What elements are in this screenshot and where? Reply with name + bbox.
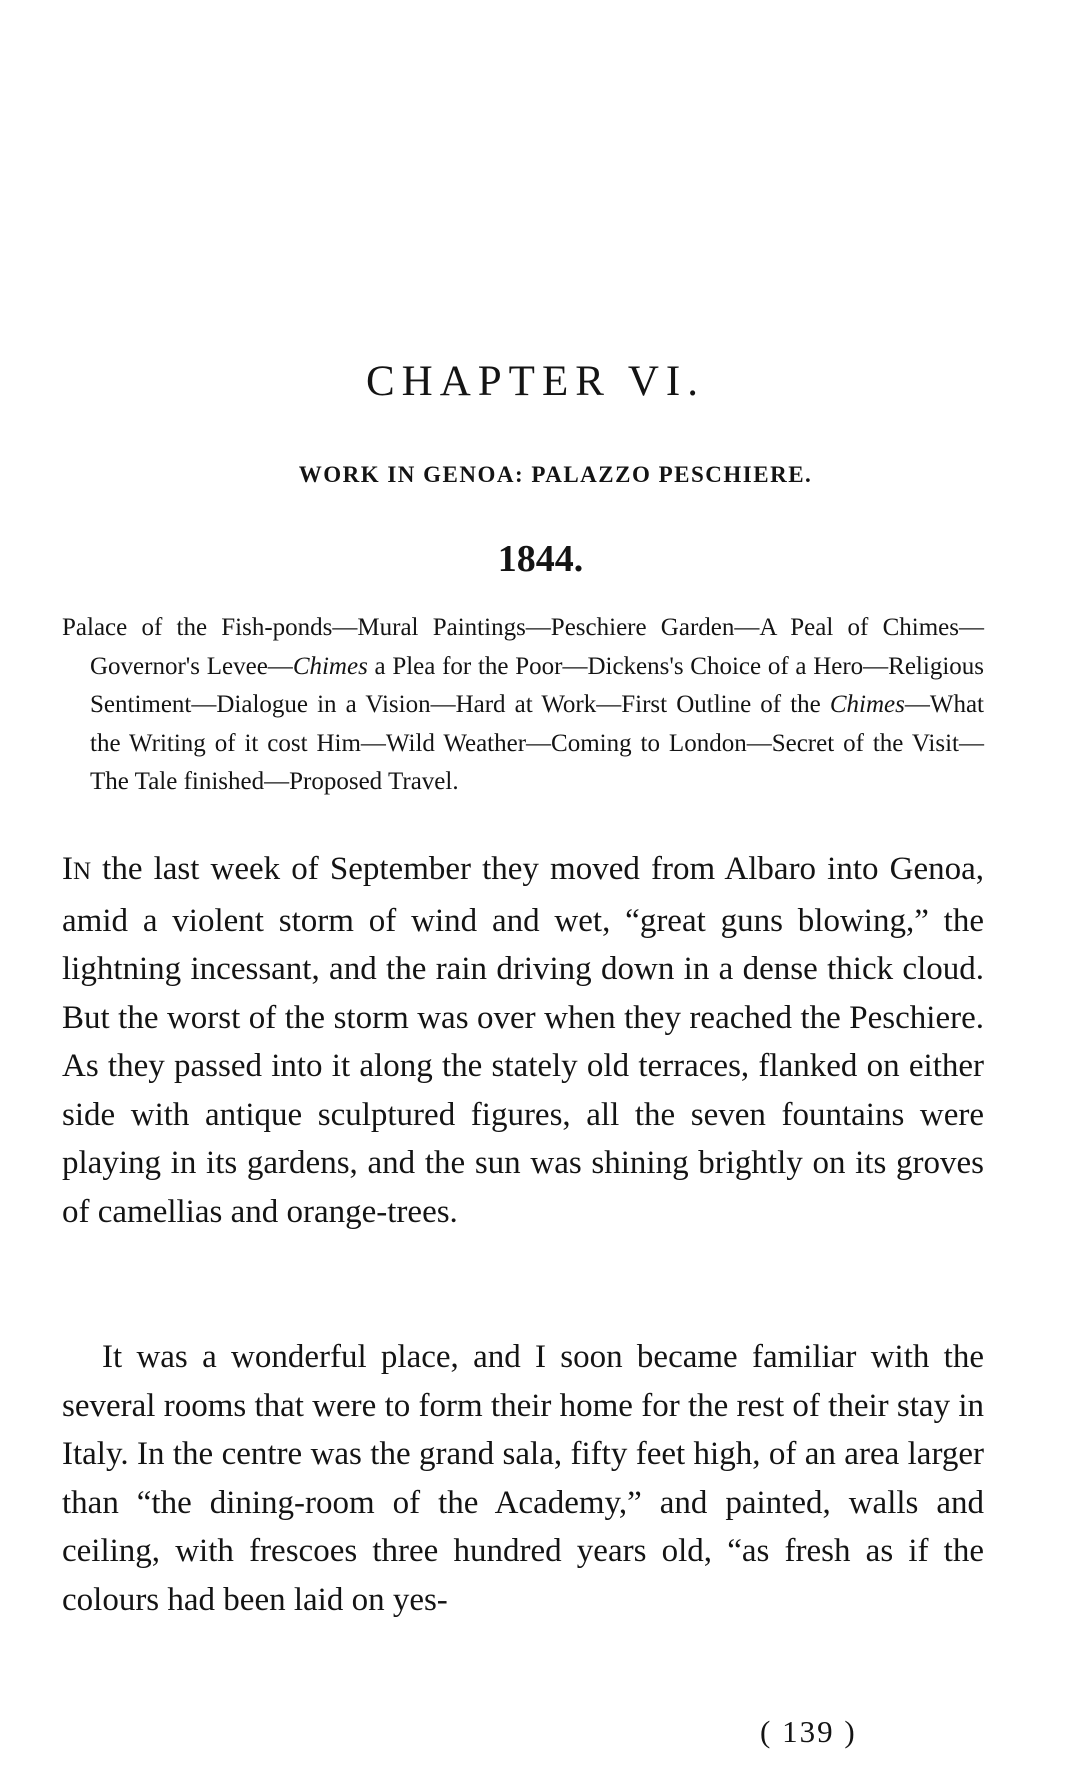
chapter-year: 1844. [497,538,584,580]
body-paragraph [62,845,984,1236]
opening-small-cap: N [73,858,92,885]
paragraph-text: the last week of September they moved from Albaro into Genoa, amid a violent storm of wind and wet, “great guns blowing,” the lightning incessant, and the rain driving down in a dense thick cloud. But the worst of the storm was over when they reached the Peschiere. As they passed into it along the stately old terraces, flanked on either side with antique sculptured figures, all the seven fountains were playing in its gardens, and the sun was shining brightly on its groves of camellias and orange-trees. [62,851,984,1230]
small-caps-opening [62,851,91,887]
synopsis-text-part: Palace of the Fish-ponds—Mural Paintings—Peschiere Garden—A Peal of Chimes—Governor's Levee— [62,614,984,680]
synopsis-italic-title: Chimes [292,652,368,680]
chapter-synopsis [62,609,984,802]
chapter-subtitle: WORK IN GENOA: PALAZZO PESCHIERE. [298,462,813,487]
opening-capital: I [62,851,73,887]
synopsis-text-part: —What the Writing of it cost Him—Wild Weather—Coming to London—Secret of the Visit—The Tale finished—Proposed Travel. [90,691,984,795]
chapter-title: CHAPTER VI. [365,358,705,405]
synopsis-italic-title: Chimes [829,691,905,718]
page-number: ( 139 ) [760,1714,857,1749]
body-paragraph: It was a wonderful place, and I soon became familiar with the several rooms that were to form their home for the rest of their stay in Italy. In the centre was the grand sala, fifty feet high, of an area larger than “the dining-room of the Academy,” and painted, walls and ceiling, with frescoes three hundred years old, “as fresh as if the colours had been laid on yes- [62,1339,984,1618]
synopsis-text-part: a Plea for the Poor—Dickens's Choice of a Hero—Religious Sentiment—Dialogue in a Vision—Hard at Work—First Outline of the [90,652,985,718]
